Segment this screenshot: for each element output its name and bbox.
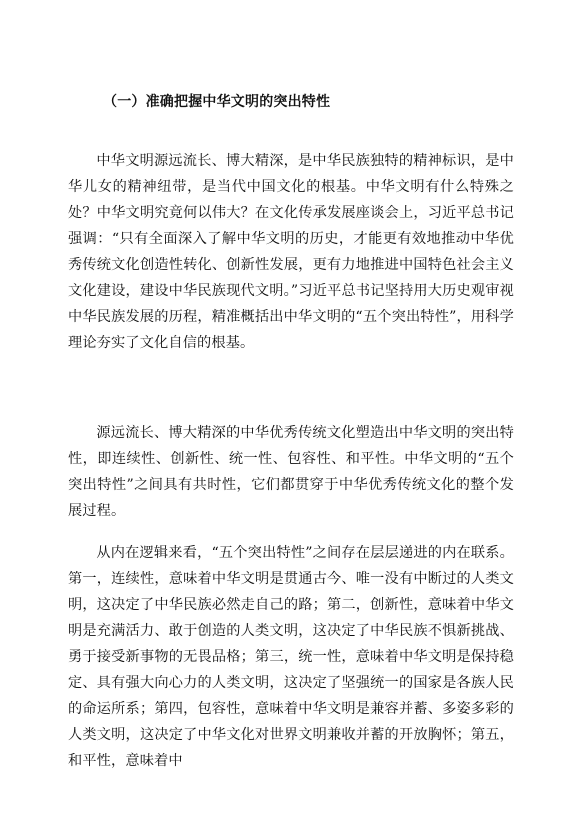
paragraph-2: 源远流长、博大精深的中华优秀传统文化塑造出中华文明的突出特性，即连续性、创新性、统一性、包容性、和平性。中华文明的“五个突出特性”之间具有共时性，它们都贯穿于中华优秀传统文化的整个发展过程。 xyxy=(68,425,514,519)
paragraph-1: 中华文明源远流长、博大精深，是中华民族独特的精神标识，是中华儿女的精神纽带，是当代中国文化的根基。中华文明有什么特殊之处？中华文明究竟何以伟大？在文化传承发展座谈会上，习近平总书记强调：“只有全面深入了解中华文明的历史，才能更有效地推动中华优秀传统文化创造性转化、创新性发展，更有力地推进中国特色社会主义文化建设，建设中华民族现代文明。”习近平总书记坚持用大历史观审视中华民族发展的历程，精准概括出中华文明的“五个突出特性”，用科学理论夯实了文化自信的根基。 xyxy=(68,153,514,351)
section-heading: （一）准确把握中华文明的突出特性 xyxy=(103,94,331,110)
paragraph-3: 从内在逻辑来看，“五个突出特性”之间存在层层递进的内在联系。第一，连续性，意味着中华文明是贯通古今、唯一没有中断过的人类文明，这决定了中华民族必然走自己的路；第二，创新性，意味着中华文明是充满活力、敢于创造的人类文明，这决定了中华民族不惧新挑战、勇于接受新事物的无畏品格；第三，统一性，意味着中华文明是保持稳定、具有强大向心力的人类文明，这决定了坚强统一的国家是各族人民的命运所系；第四，包容性，意味着中华文明是兼容并蓄、多姿多彩的人类文明，这决定了中华文化对世界文明兼收并蓄的开放胸怀；第五，和平性，意味着中 xyxy=(68,545,514,769)
